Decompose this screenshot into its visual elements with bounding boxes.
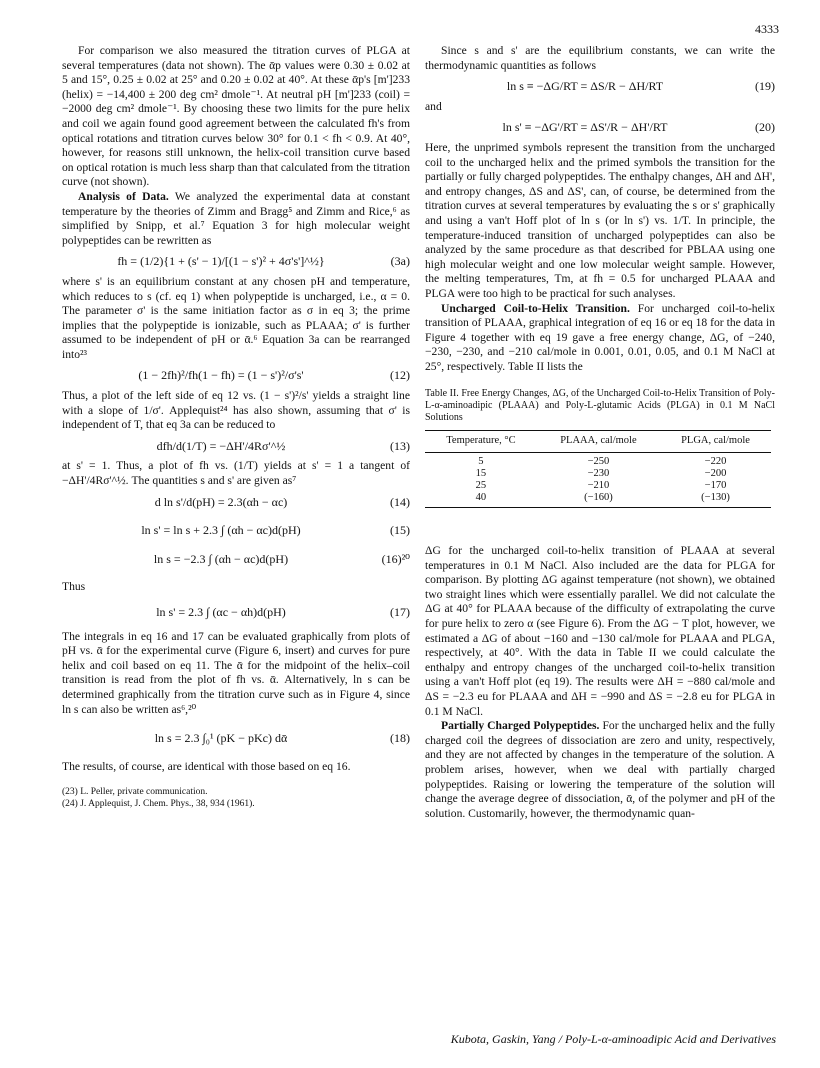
paragraph-text: For the uncharged helix and the fully charged coil the degrees of dissociation are zero and unity, respectively, and they are not affected by changes in the temperature of the solution. A problem arises, however, when we deal with partially charged polypeptides. Raising or lowering the temperature of the solution will change the average degree of dissociation, ᾱ, of the polymer and pH of the solution. Customarily, however, the thermodynamic quan- bbox=[425, 719, 776, 820]
table-cell: −250 bbox=[587, 456, 610, 468]
equation-20 bbox=[425, 120, 775, 135]
equation-number: (17) bbox=[390, 605, 410, 619]
equation-number: (3a) bbox=[390, 254, 410, 269]
table-header: PLGA, cal/mole bbox=[660, 431, 771, 453]
page-number: 4333 bbox=[755, 22, 779, 36]
equation-3a bbox=[62, 254, 410, 269]
running-footer: Kubota, Gaskin, Yang / Poly-L-α-aminoadipic Acid and Derivatives bbox=[450, 1032, 776, 1046]
table-row bbox=[425, 480, 771, 492]
table-cell: 5 bbox=[478, 456, 484, 468]
equation-expr: ln s' = 2.3 ∫ (αc − αh)d(pH) bbox=[156, 605, 286, 619]
equation-number: (19) bbox=[755, 79, 775, 94]
paragraph: The integrals in eq 16 and 17 can be evaluated graphically from plots of pH vs. ᾱ for the experimental curve (Figure 6, insert) and curves for pure helix and coil based on eq 11. The ᾱ for the midpoint of the helix–coil transition is read from the plot of fh vs. ᾱ. Alternatively, ln s can be determined graphically from the titration curve such as in Figure 4, since ln s can also be written as⁶,²⁰ bbox=[62, 629, 410, 716]
left-column bbox=[62, 44, 410, 810]
paragraph: Thus bbox=[62, 580, 86, 594]
equation-17 bbox=[62, 605, 410, 620]
equation-expr: ln s = 2.3 ∫₀¹ (pK − pKc) dᾱ bbox=[154, 731, 288, 746]
table-row bbox=[425, 492, 771, 508]
table-header: Temperature, °C bbox=[425, 431, 537, 453]
equation-expr: dfh/d(1/T) = −ΔH'/4Rσ'^½ bbox=[156, 438, 286, 453]
table-cell: −200 bbox=[704, 468, 727, 480]
paragraph: Since s and s' are the equilibrium constants, we can write the thermodynamic quantities as follows bbox=[425, 44, 775, 72]
equation-12 bbox=[62, 368, 410, 383]
table-caption: Table II. Free Energy Changes, ΔG, of the Uncharged Coil-to-Helix Transition of Poly-L-α-aminoadipic (PLAAA) and Poly-L-glutamic Acids (PLGA) in 0.1 M NaCl Solutions bbox=[425, 388, 775, 424]
table-cell: −220 bbox=[704, 456, 727, 468]
run-in-heading: Analysis of Data. bbox=[78, 189, 169, 203]
paragraph bbox=[62, 190, 410, 248]
equation-14 bbox=[62, 495, 410, 510]
run-in-heading: Partially Charged Polypeptides. bbox=[441, 719, 600, 733]
table-row bbox=[425, 468, 771, 480]
equation-number: (13) bbox=[390, 438, 410, 453]
paragraph: Here, the unprimed symbols represent the transition from the uncharged coil to the uncharged helix and the primed symbols the transition for the partially or fully charged polypeptides. The enthalpy changes, ΔH and ΔH', and entropy changes, ΔS and ΔS', can, of course, be determined from the titration curves at several temperatures by evaluating the s or s' graphically and using a van't Hoff plot of ln s (or ln s') vs. 1/T. In principle, the temperature-induced transition of uncharged polypeptides can also be analyzed by the same procedure as that described for PBLAA using one high molecular weight and one low molecular weight sample. However, the melting temperatures, Tm, at fh = 0.5 for uncharged PLAAA and PLGA were too high to be practical for such analyses. bbox=[425, 140, 775, 300]
table-cell: 15 bbox=[475, 468, 487, 480]
data-table bbox=[425, 430, 771, 508]
paragraph: For comparison we also measured the titration curves of PLGA at several temperatures (data not shown). The ᾱp values were 0.30 ± 0.02 at 5 and 15°, 0.25 ± 0.02 at 25° and 0.20 ± 0.02 at 40°. At these ᾱp's [m']233 (helix) = −14,400 ± 200 deg cm² dmole⁻¹. At neutral pH [m']233 (coil) = −2000 deg cm² dmole⁻¹. By choosing these two limits for the pure helix and coil we again found good agreement between the calculated fh's from optical rotations and titration curves below 30° for 0.1 < fh < 0.9. At 40°, however, for reasons still unknown, the helix-coil transition curve based on optical rotation is much less sharp than that calculated from the titration curve (not shown). bbox=[62, 44, 410, 189]
table-cell: (−130) bbox=[660, 492, 771, 508]
table-cell: 40 bbox=[425, 492, 537, 508]
footnote: (24) J. Applequist, J. Chem. Phys., 38, 934 (1961). bbox=[62, 799, 255, 810]
equation-expr: ln s = −2.3 ∫ (αh − αc)d(pH) bbox=[153, 551, 289, 566]
paragraph: where s' is an equilibrium constant at any chosen pH and temperature, which reduces to s (cf. eq 1) when polypeptide is uncharged, i.e., α = 0. The parameter σ' is the same initiation factor as σ in eq 3; the prime implies that the polypeptide is ionizable, such as PLAAA; σ' is further assumed to be independent of pH or ᾱ.⁶ Equation 3a can be rearranged into²³ bbox=[62, 274, 410, 361]
equation-expr: (1 − 2fh)²/fh(1 − fh) = (1 − s')²/σ's' bbox=[138, 368, 304, 383]
equation-19 bbox=[425, 79, 775, 94]
equation-number: (18) bbox=[390, 731, 410, 746]
equation-number: (15) bbox=[390, 523, 410, 538]
equation-number: (16)²⁰ bbox=[381, 551, 410, 566]
table-cell: −170 bbox=[704, 480, 727, 492]
table-cell: 25 bbox=[475, 480, 487, 492]
table-cell: −230 bbox=[587, 468, 610, 480]
paragraph bbox=[425, 719, 775, 821]
equation-expr: ln s ≡ −ΔG/RT = ΔS/R − ΔH/RT bbox=[506, 79, 664, 94]
table-cell: −210 bbox=[587, 480, 610, 492]
paragraph bbox=[425, 302, 775, 375]
footnote: (23) L. Peller, private communication. bbox=[62, 787, 208, 798]
equation-expr: fh = (1/2){1 + (s' − 1)/[(1 − s')² + 4σ's']^½} bbox=[117, 254, 325, 269]
table-header: PLAAA, cal/mole bbox=[537, 431, 660, 453]
paragraph: ΔG for the uncharged coil-to-helix transition of PLAAA at several temperatures in 0.1 M NaCl. Also included are the data for PLGA for comparison. By plotting ΔG against temperature (not shown), we obtained two straight lines which were essentially parallel. We did not calculate the ΔG at 40° for PLAAA because of the difficulty of extrapolating the curve for pure helix to zero α (see Figure 6). From the ΔG − T plot, however, we estimated a ΔG of about −160 and −130 cal/mole for PLAAA and PLGA, respectively, at 40°. With the data in Table II we could calculate the enthalpy and entropy changes of the uncharged coil-to-helix transition using a van't Hoff plot (eq 19). The results were ΔH = −880 cal/mole and ΔS = −2.3 eu for PLAAA and ΔH = −990 and ΔS = −2.8 eu for PLGA in 0.1 M NaCl. bbox=[425, 544, 775, 718]
paragraph: The results, of course, are identical with those based on eq 16. bbox=[62, 759, 351, 773]
paragraph: and bbox=[425, 99, 442, 113]
equation-number: (12) bbox=[390, 368, 410, 383]
equation-number: (14) bbox=[390, 494, 410, 509]
run-in-heading: Uncharged Coil-to-Helix Transition. bbox=[441, 301, 630, 315]
paragraph: Thus, a plot of the left side of eq 12 vs. (1 − s')²/s' yields a straight line with a slope of 1/σ'. Applequist²⁴ has also shown, assuming that σ' is independent of T, that eq 3a can be reduced to bbox=[62, 389, 410, 432]
right-column bbox=[425, 44, 775, 821]
equation-15 bbox=[62, 523, 410, 538]
equation-expr: ln s' ≡ −ΔG'/RT = ΔS'/R − ΔH'/RT bbox=[502, 120, 668, 135]
table-row bbox=[425, 453, 771, 469]
paragraph: at s' = 1. Thus, a plot of fh vs. (1/T) yields at s' = 1 a tangent of −ΔH'/4Rσ'^½. The quantities s and s' are given as⁷ bbox=[62, 459, 410, 488]
paragraph-text: For uncharged coil-to-helix transition of PLAAA, graphical integration of eq 16 or eq 18 for the data in Figure 4 together with eq 19 gave a free energy change, ΔG, of −240, −230, −230, and −210 cal/mole in 0.001, 0.01, 0.05, and 0.1 M NaCl at 25°, respectively. Table II lists the bbox=[425, 301, 775, 373]
equation-16 bbox=[62, 552, 410, 567]
equation-number: (20) bbox=[755, 120, 775, 135]
paragraph-text: We analyzed the experimental data at constant temperature by the theories of Zimm and Bragg⁵ and Zimm and Rice,⁶ as simplified by Snipp, et al.⁷ Equation 3 for high molecular weight polypeptides can be rewritten as bbox=[62, 189, 410, 247]
table-cell: (−160) bbox=[537, 492, 660, 508]
equation-18 bbox=[62, 731, 410, 746]
equation-expr: d ln s'/d(pH) = 2.3(αh − αc) bbox=[154, 494, 288, 509]
equation-expr: ln s' = ln s + 2.3 ∫ (αh − αc)d(pH) bbox=[141, 523, 301, 538]
equation-13 bbox=[62, 439, 410, 454]
